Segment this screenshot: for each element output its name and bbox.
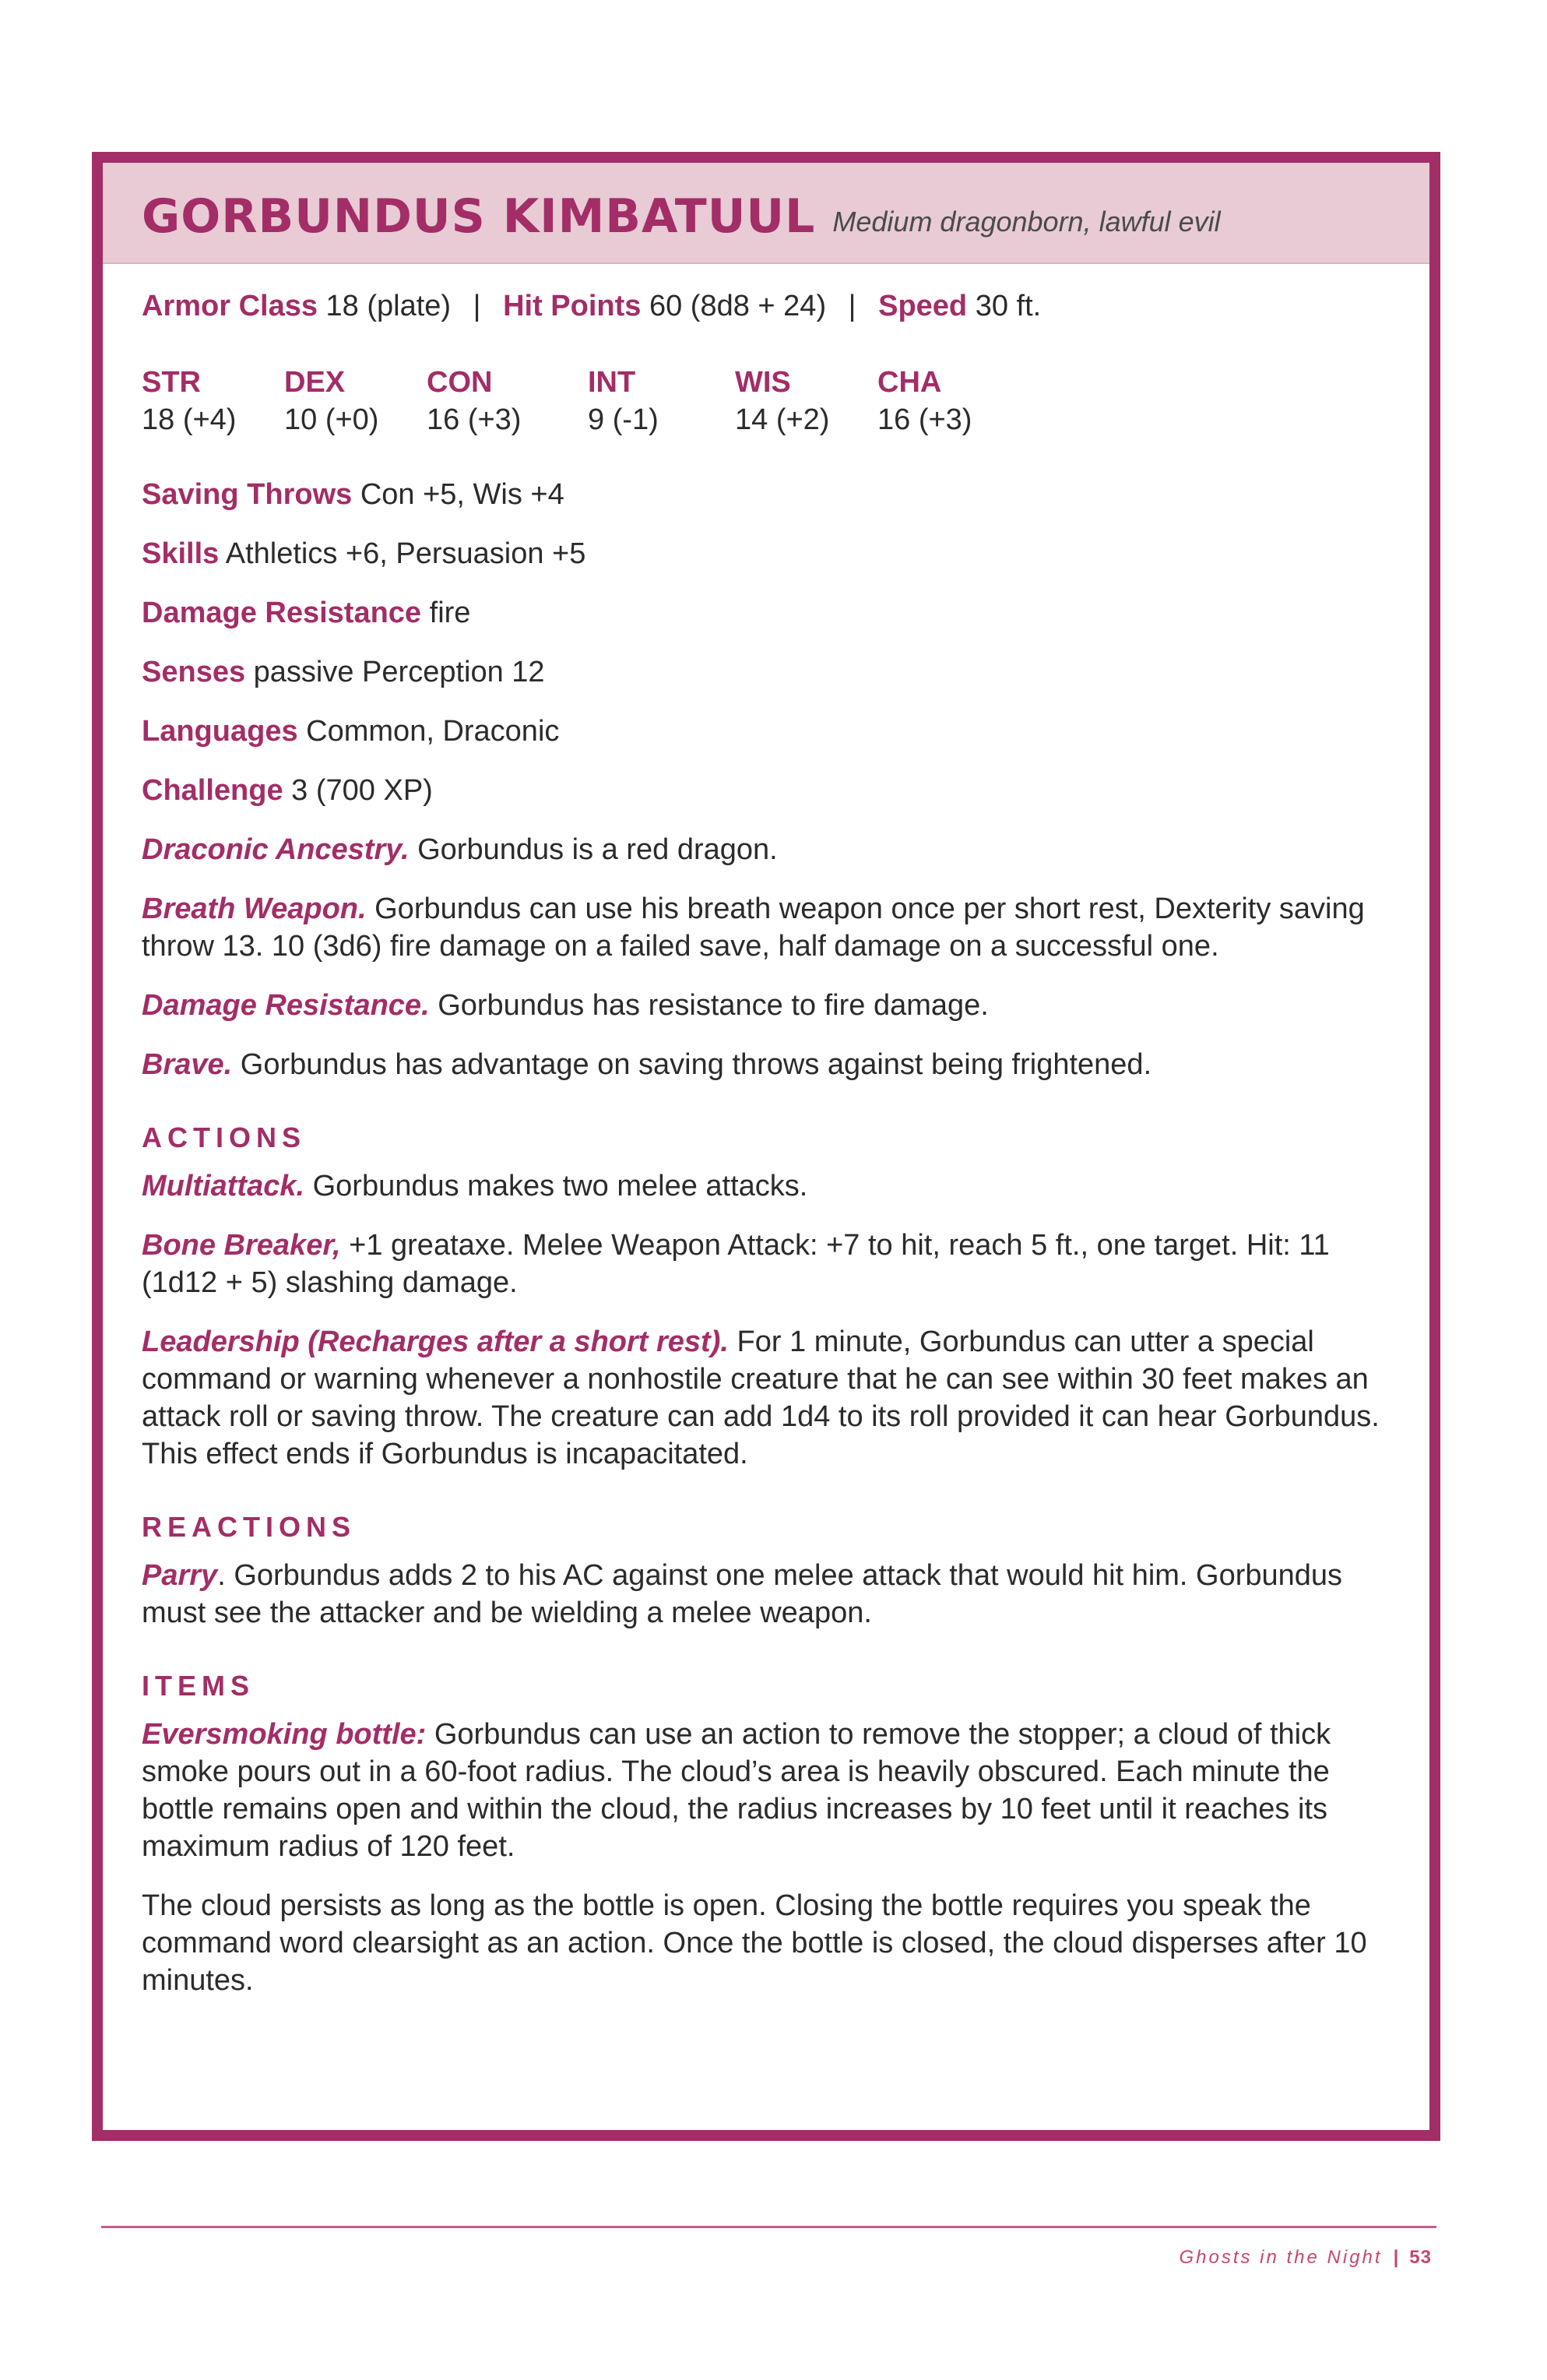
property-senses: [142, 653, 1403, 691]
monster-name: GORBUNDUS KIMBATUUL: [142, 189, 816, 244]
trait-name: Brave.: [142, 1048, 233, 1081]
book-title: Ghosts in the Night: [1179, 2247, 1383, 2268]
property-label: Languages: [142, 715, 298, 748]
trait-name: Draconic Ancestry.: [142, 833, 410, 866]
action-name: Bone Breaker,: [142, 1229, 341, 1262]
page-footer: [1179, 2247, 1432, 2269]
reaction-parry: [142, 1557, 1403, 1632]
speed-value: 30 ft.: [975, 290, 1042, 322]
stat-block-card: [92, 152, 1440, 2141]
ability-dex: [284, 364, 427, 438]
core-stats-line: [142, 287, 1403, 325]
ability-value: 14 (+2): [735, 403, 830, 436]
ability-cha: [877, 364, 1020, 438]
ability-name: INT: [588, 366, 636, 399]
ability-value: 10 (+0): [284, 403, 379, 436]
items-heading: ITEMS: [142, 1670, 255, 1702]
item-text: Gorbundus can use an action to remove the stopper; a cloud of thick smoke pours out in a 60-foot radius. The cloud’s area is heavily obscured. Each minute the bottle remains open and within the cloud, the radius increases by 10 feet until it reaches its maximum radius of 120 feet.: [142, 1718, 1331, 1863]
speed-label: Speed: [878, 290, 968, 322]
ability-con: [427, 364, 588, 438]
trait-text: Gorbundus has advantage on saving throws against being frightened.: [240, 1048, 1152, 1081]
separator: |: [848, 290, 856, 322]
property-value: Common, Draconic: [306, 715, 560, 748]
monster-type: Medium dragonborn, lawful evil: [832, 206, 1221, 238]
footer-divider-line: [101, 2226, 1436, 2228]
property-value: fire: [429, 597, 471, 629]
ability-wis: [735, 364, 877, 438]
trait-text: Gorbundus is a red dragon.: [417, 833, 778, 866]
action-name: Multiattack.: [142, 1170, 305, 1202]
stat-block-header: [103, 163, 1429, 264]
ability-name: DEX: [284, 366, 346, 399]
action-text: +1 greataxe. Melee Weapon Attack: +7 to hit, reach 5 ft., one target. Hit: 11 (1d12 + 5) slashing damage.: [142, 1229, 1330, 1299]
action-name: Leadership (Recharges after a short rest).: [142, 1326, 729, 1358]
page-number: 53: [1409, 2247, 1432, 2268]
ability-value: 18 (+4): [142, 403, 237, 436]
hit-points-label: Hit Points: [503, 290, 642, 322]
item-name: Eversmoking bottle:: [142, 1718, 427, 1751]
ability-int: [588, 364, 735, 438]
property-label: Challenge: [142, 774, 283, 807]
property-damage-resistance: [142, 594, 1403, 632]
action-text: For 1 minute, Gorbundus can utter a special command or warning whenever a nonhostile creature that he can see within 30 feet makes an attack roll or saving throw. The creature can add 1d4 to its roll provided it can hear Gorbundus. This effect ends if Gorbundus is incapacitated.: [142, 1326, 1380, 1470]
ability-name: WIS: [735, 366, 791, 399]
action-text: Gorbundus makes two melee attacks.: [312, 1170, 808, 1202]
property-label: Senses: [142, 656, 246, 688]
property-challenge: [142, 772, 1403, 809]
footer-divider: |: [1393, 2247, 1399, 2268]
property-skills: [142, 535, 1403, 572]
action-leadership: [142, 1323, 1403, 1473]
stat-block-body: [142, 287, 1403, 2021]
ability-str: [142, 364, 284, 438]
property-label: Saving Throws: [142, 478, 353, 511]
trait-draconic-ancestry: [142, 831, 1403, 868]
ability-value: 16 (+3): [427, 403, 522, 436]
property-label: Skills: [142, 537, 220, 570]
property-languages: [142, 713, 1403, 750]
ability-value: 9 (-1): [588, 403, 659, 436]
armor-class-label: Armor Class: [142, 290, 318, 322]
property-value: 3 (700 XP): [291, 774, 433, 807]
property-saving-throws: [142, 476, 1403, 513]
reaction-text: . Gorbundus adds 2 to his AC against one melee attack that would hit him. Gorbundus must see the attacker and be wielding a melee weapon.: [142, 1559, 1343, 1629]
property-value: Con +5, Wis +4: [360, 478, 564, 511]
property-value: passive Perception 12: [253, 656, 545, 688]
ability-scores: [142, 364, 1403, 438]
action-multiattack: [142, 1167, 1403, 1205]
hit-points-value: 60 (8d8 + 24): [649, 290, 827, 322]
reactions-heading: REACTIONS: [142, 1511, 357, 1543]
property-label: Damage Resistance: [142, 597, 422, 629]
item-paragraph: The cloud persists as long as the bottle is open. Closing the bottle requires you speak the command word clearsight as an action. Once the bottle is closed, the cloud disperses after 10 minutes.: [142, 1889, 1367, 1997]
actions-heading: ACTIONS: [142, 1121, 306, 1153]
trait-brave: [142, 1046, 1403, 1083]
ability-name: CHA: [877, 366, 942, 399]
armor-class-value: 18 (plate): [325, 290, 452, 322]
trait-breath-weapon: [142, 890, 1403, 965]
action-bone-breaker: [142, 1227, 1403, 1301]
separator: |: [473, 290, 481, 322]
trait-damage-resistance: [142, 987, 1403, 1024]
ability-name: STR: [142, 366, 201, 399]
trait-text: Gorbundus has resistance to fire damage.: [438, 989, 989, 1022]
property-value: Athletics +6, Persuasion +5: [225, 537, 586, 570]
trait-name: Damage Resistance.: [142, 989, 430, 1022]
trait-text: Gorbundus can use his breath weapon once per short rest, Dexterity saving throw 13. 10 (3d6) fire damage on a failed save, half damage on a successful one.: [142, 892, 1365, 963]
reaction-name: Parry: [142, 1559, 218, 1592]
trait-name: Breath Weapon.: [142, 892, 367, 925]
ability-value: 16 (+3): [877, 403, 972, 436]
item-eversmoking-bottle: [142, 1716, 1403, 1865]
ability-name: CON: [427, 366, 493, 399]
